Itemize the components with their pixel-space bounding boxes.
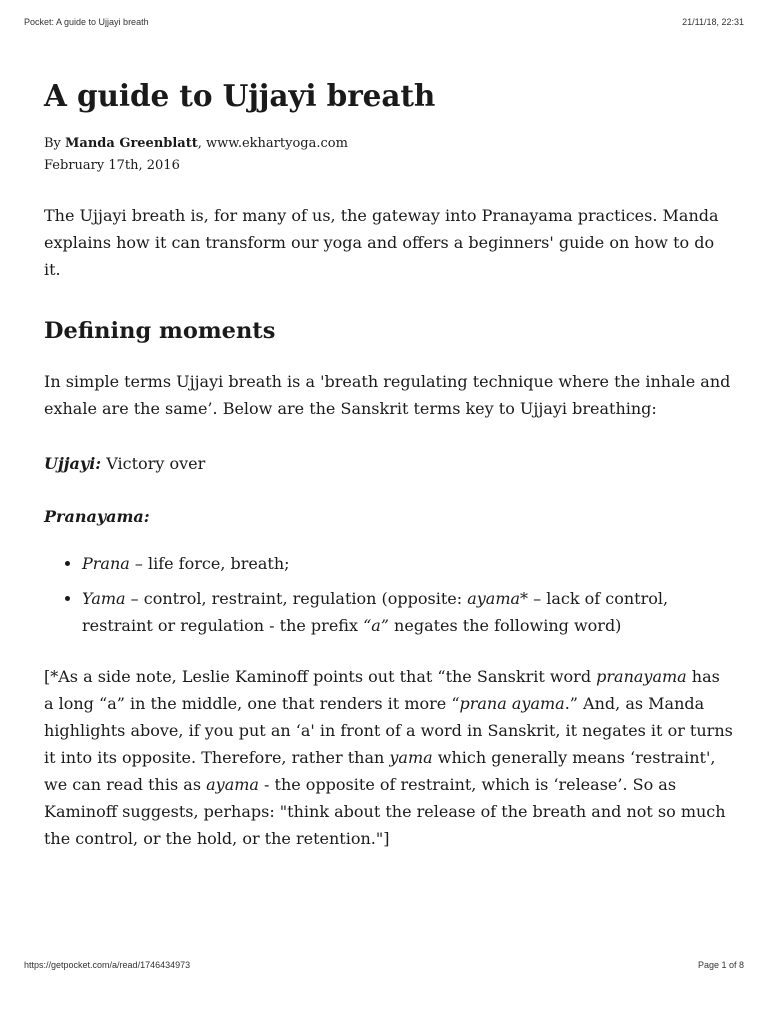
intro-paragraph: The Ujjayi breath is, for many of us, the gateway into Pranayama practices. Manda explains how it can transform our yoga and offers a beginners' guide on how to do it. (44, 205, 719, 279)
prana-term: Prana (82, 553, 130, 573)
source-separator: , (197, 136, 207, 152)
byline-line (44, 133, 734, 155)
yama-definition-a: – control, restraint, regulation (opposite: (125, 588, 468, 608)
yama-term: Yama (82, 588, 126, 608)
list-item-prana (82, 550, 734, 577)
side-note-text-3: .” And, as Manda highlights above, if you put an ‘a' in front of a word in Sanskrit, it negates it or turns it into its opposite. Therefore, rather than (44, 693, 733, 767)
section-heading: Defining moments (44, 317, 276, 344)
print-footer (24, 960, 744, 970)
term-ujjayi-definition: Victory over (101, 453, 206, 473)
side-note-text-5: - the opposite of restraint, which is ‘release’. So as Kaminoff suggests, perhaps: "think about the release of the breath and not so much the control, or the hold, or the retention."] (44, 774, 726, 848)
ayama-term: ayama* (467, 588, 529, 608)
prefix-a: “a” (363, 615, 389, 635)
publish-date: February 17th, 2016 (44, 158, 180, 174)
term-ujjayi (44, 450, 734, 477)
print-timestamp: 21/11/18, 22:31 (682, 17, 744, 27)
side-note-ayama: ayama (206, 774, 259, 794)
list-item-yama (82, 585, 734, 639)
byline (44, 133, 734, 177)
side-note-pranayama: pranayama (596, 666, 687, 686)
side-note-text-2: has a long “a” in the middle, one that renders it more “ (44, 666, 720, 713)
side-note-text-4: which generally means ‘restraint', we can read this as (44, 747, 716, 794)
term-ujjayi-label: Ujjayi: (44, 453, 102, 473)
print-header (24, 17, 744, 27)
byline-prefix: By (44, 136, 66, 152)
article (44, 78, 734, 852)
yama-definition-c: negates the following word) (388, 615, 622, 635)
term-pranayama-label: Pranayama: (44, 506, 150, 526)
footer-url: https://getpocket.com/a/read/1746434973 (24, 960, 191, 970)
prana-definition: – life force, breath; (129, 553, 290, 573)
page-number: Page 1 of 8 (697, 960, 744, 970)
print-doc-title: Pocket: A guide to Ujjayi breath (24, 17, 149, 27)
yama-definition-b: – lack of control, restraint or regulation - the prefix (82, 588, 669, 635)
side-note-paragraph (44, 663, 734, 852)
definition-list (44, 550, 734, 639)
side-note-prana-ayama: prana ayama (459, 693, 565, 713)
article-title: A guide to Ujjayi breath (44, 78, 436, 113)
term-pranayama (44, 503, 734, 530)
side-note-text-1: [*As a side note, Leslie Kaminoff points out that “the Sanskrit word (44, 666, 597, 686)
side-note-yama: yama (389, 747, 433, 767)
author-name: Manda Greenblatt (65, 136, 198, 152)
source-site: www.ekhartyoga.com (206, 136, 348, 152)
paragraph-definition: In simple terms Ujjayi breath is a 'breath regulating technique where the inhale and exhale are the same’. Below are the Sanskrit terms key to Ujjayi breathing: (44, 371, 731, 418)
